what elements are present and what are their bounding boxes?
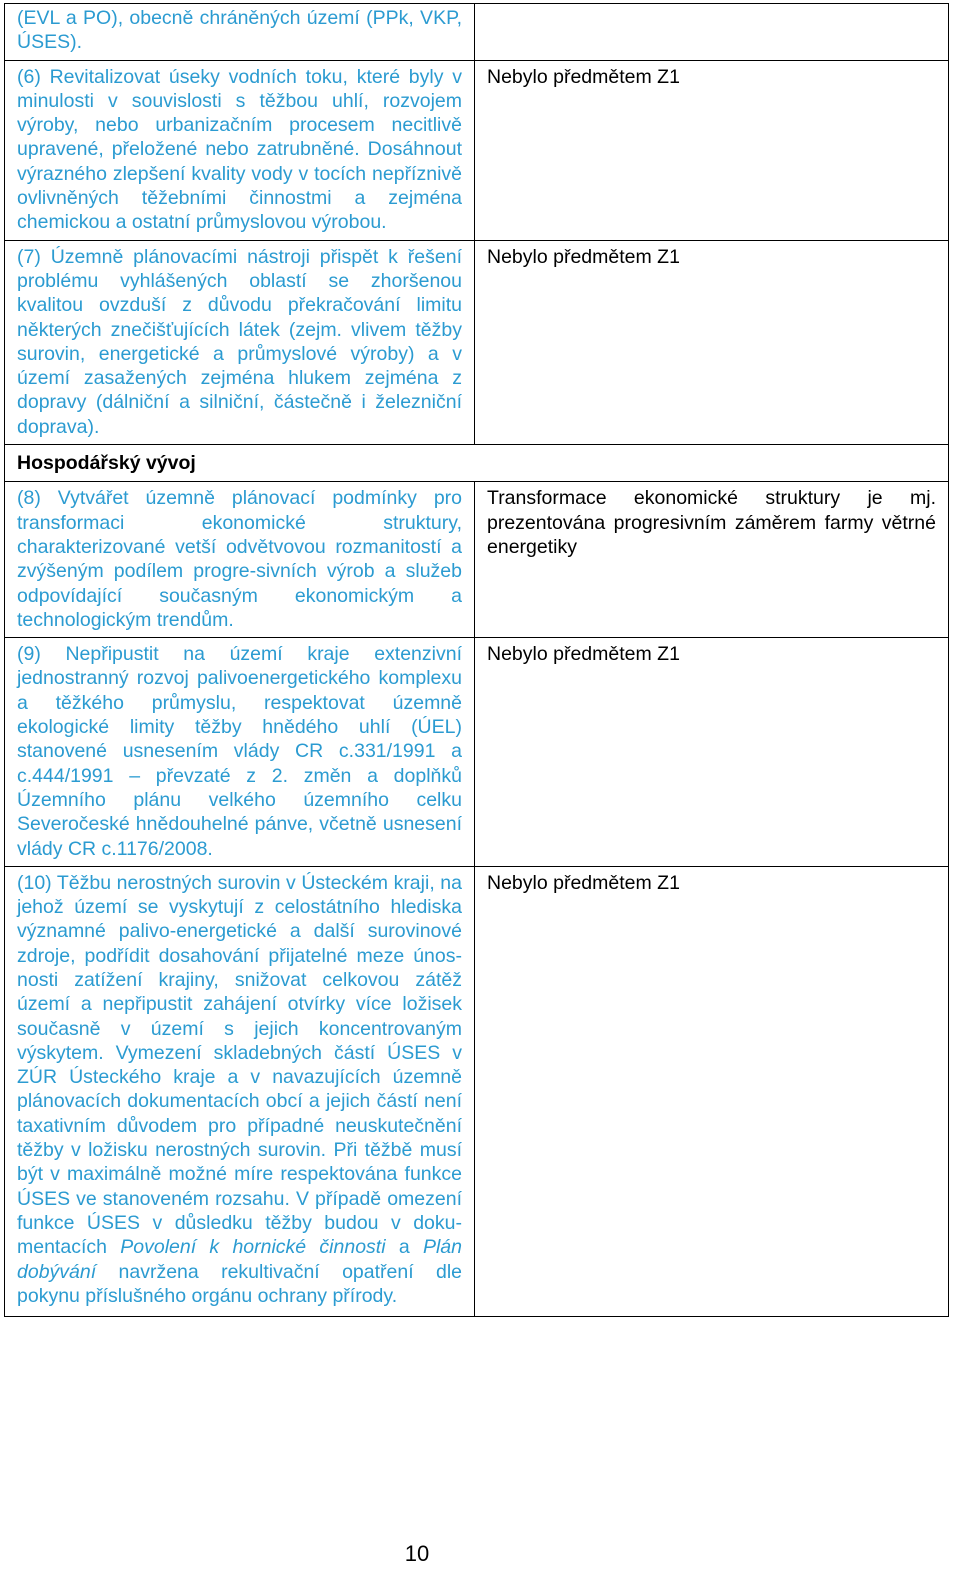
document-table (4, 3, 949, 1317)
status-text: Nebylo předmětem Z1 (487, 65, 680, 88)
status-cell (475, 4, 949, 61)
requirement-text: (6) Revitalizovat úseky vodních toku, které byly v minulosti v souvislosti s těžbou uhlí, rozvojem výroby, nebo urbanizačním procesem necitlivě upravené, přeložené nebo zatrubněné. Dosáhnout výrazného zlepšení kvality vody v tocích nepříznivě ovlivněných těžebními činnostmi a zejména chemickou a ostatní průmyslovou výrobou. (17, 65, 462, 234)
requirement-text-italic: Povolení k hornické činnosti (120, 1236, 386, 1259)
requirement-cell (5, 866, 475, 1316)
requirement-text: (10) Těžbu nerostných surovin v Ústeckém kraji, na jehož území se vyskytují z celostátního hlediska významné palivo-energetické a další surovinové zdroje, podřídit dosahování přijatelné meze únos-nosti zatížení krajiny, snižovat celkovou zátěž území a nepřipustit zahájení otvírky více ložisek současně v území s jejich koncentrovaným výskytem. Vymezení skladebných částí ÚSES v ZÚR Ústeckého kraje a v navazujících územně plánovacích dokumentacích obcí a jejich částí není taxativním důvodem pro případné neuskutečnění těžby v ložisku nerostných surovin. Při těžbě musí být v maximálně možné míre respektována funkce ÚSES ve stanoveném rozsahu. V případě omezení funkce ÚSES v důsledku těžby budou v doku-mentacích (17, 871, 462, 1259)
status-text: Nebylo předmětem Z1 (487, 245, 680, 268)
requirement-text: (EVL a PO), obecně chráněných území (PPk, VKP, ÚSES). (17, 7, 462, 54)
table-row (5, 60, 949, 240)
requirement-cell (5, 240, 475, 444)
requirement-cell (5, 4, 475, 61)
status-cell (475, 60, 949, 240)
page-number: 10 (404, 1541, 430, 1566)
table-row (5, 866, 949, 1316)
status-cell (475, 866, 949, 1316)
status-text: Transformace ekonomické struktury je mj. prezentována progresivním záměrem farmy větrné energetiky (487, 487, 936, 558)
status-cell (475, 240, 949, 444)
table-row (5, 240, 949, 444)
requirement-text: (7) Územně plánovacími nástroji přispět k řešení problému vyhlášených oblastí se zhoršenou kvalitou ovzduší z důvodu překračování limitu některých znečišťujících látek (zejm. vlivem těžby surovin, energetické a průmyslové výroby) a v území zasažených zejména hlukem zejména z dopravy (dálniční a silniční, částečně i železniční doprava). (17, 245, 462, 438)
requirement-cell (5, 60, 475, 240)
table-row (5, 482, 949, 638)
requirement-text-italic: Plán dobývání (17, 1236, 462, 1283)
table-row (5, 4, 949, 61)
status-text: Nebylo předmětem Z1 (487, 871, 680, 894)
requirement-text: (9) Nepřipustit na území kraje extenzivní jednostranný rozvoj palivoenergetického komplexu a těžkého průmyslu, respektovat územně ekologické limity těžby hnědého uhlí (ÚEL) stanovené usnesením vlády CR c.331/1991 a c.444/1991 – převzaté z 2. změn a doplňků Územního plánu velkého územního celku Severočeské hnědouhelné pánve, včetně usnesení vlády CR c.1176/2008. (17, 643, 462, 860)
requirement-cell (5, 638, 475, 867)
status-cell (475, 482, 949, 638)
requirement-text: navržena rekultivační opatření dle pokynu příslušného orgánu ochrany přírody. (17, 1260, 462, 1307)
section-heading-row (5, 445, 949, 482)
requirement-text: (8) Vytvářet územně plánovací podmínky pro transformaci ekonomické struktury, charakterizované vetší odvětvovou rozmanitostí a zvýšeným podílem progre-sivních výrob a služeb odpovídající současným ekonomickým a technologickým trendům. (17, 487, 462, 631)
status-text: Nebylo předmětem Z1 (487, 643, 680, 666)
section-heading: Hospodářský vývoj (5, 445, 949, 482)
requirement-text: a (385, 1236, 423, 1259)
status-cell (475, 638, 949, 867)
requirement-cell (5, 482, 475, 638)
table-row (5, 638, 949, 867)
